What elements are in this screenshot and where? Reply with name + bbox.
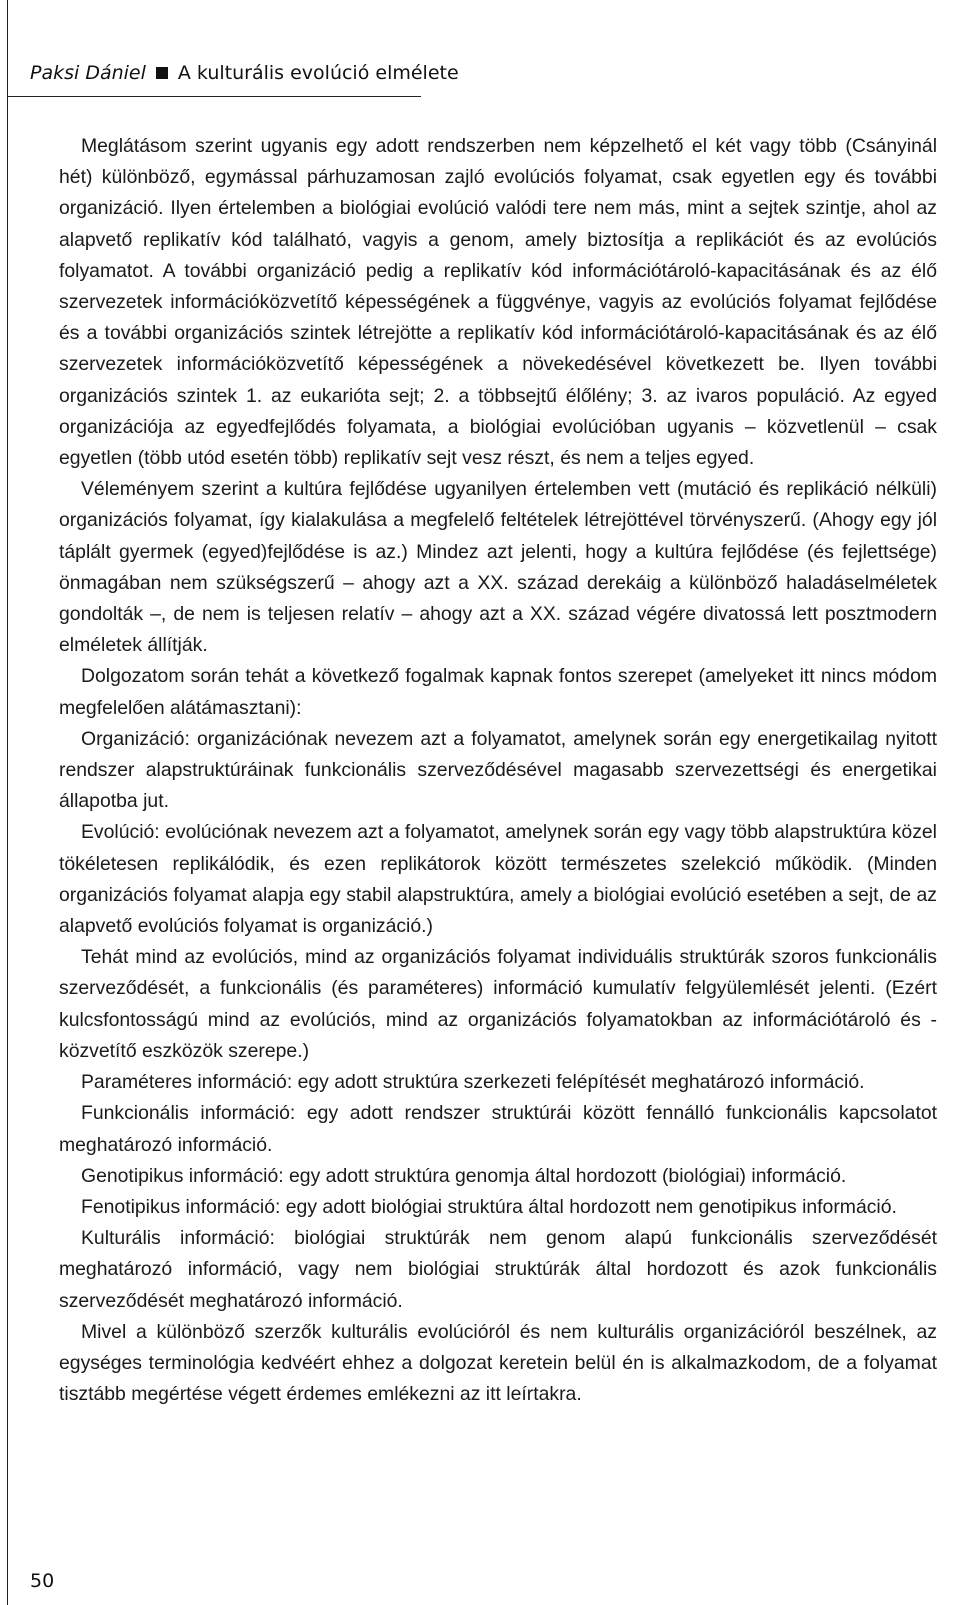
paragraph: Fenotipikus információ: egy adott biológiai struktúra által hordozott nem genotipikus információ.	[81, 1195, 897, 1218]
paragraph: Meglátásom szerint ugyanis egy adott rendszerben nem képzelhető el két vagy több (Csányinál hét) különböző, egymással párhuzamosan zajló evolúciós folyamat, csak egyetlen egy és további organizáció. Ilyen értelemben a biológiai evolúció valódi tere nem más, mint a sejtek szintje, ahol az alapvető replikatív kód található, vagyis a genom, amely biztosítja a replikációt és az evolúciós folyamatot. A további organizáció pedig a replikatív kód információtároló-kapacitásának és az élő szervezetek információközvetítő képességének a függvénye, vagyis az evolúciós folyamat fejlődése és a további organizációs szintek létrejötte a replikatív kód információtároló-kapacitásának és az élő szervezetek információközvetítő képességének a növekedésével következett be. Ilyen további organizációs szintek 1. az eukarióta sejt; 2. a többsejtű élőlény; 3. az ivaros populáció. Az egyed organizációja az egyedfejlődés folyamata, a biológiai evolúcióban ugyanis – közvetlenül – csak egyetlen (több utód esetén több) replikatív sejt vesz részt, és nem a teljes egyed.	[59, 135, 937, 470]
page-left-rule	[7, 0, 8, 1605]
paragraph: Kulturális információ: biológiai struktúrák nem genom alapú funkcionális szerveződését meghatározó információ, vagy nem biológiai struktúrák által hordozott és azok funkcionális szerveződését meghatározó információ.	[59, 1227, 937, 1312]
paragraph: Mivel a különböző szerzők kulturális evolúcióról és nem kulturális organizációról beszélnek, az egységes terminológia kedvéért ehhez a dolgozat keretein belül én is alkalmazkodom, de a folyamat tisztább megértése végett érdemes emlékezni az itt leírtakra.	[59, 1320, 937, 1406]
paragraph: Organizáció: organizációnak nevezem azt a folyamatot, amelynek során egy energetikailag nyitott rendszer alapstruktúráinak funkcionális szerveződésével magasabb szervezettségi és energetikai állapotba jut.	[59, 727, 937, 813]
page-number: 50	[30, 1570, 55, 1592]
header-separator-square	[156, 67, 168, 79]
body-text	[59, 131, 937, 1410]
paragraph: Evolúció: evolúciónak nevezem azt a folyamatot, amelynek során egy vagy több alapstruktúra közel tökéletesen replikálódik, és ezen replikátorok között természetes szelekció működik. (Minden organizációs folyamat alapja egy stabil alapstruktúra, amely a biológiai evolúció esetében a sejt, de az alapvető evolúciós folyamat is organizáció.)	[59, 821, 937, 938]
header-author: Paksi Dániel	[30, 62, 146, 84]
paragraph: Tehát mind az evolúciós, mind az organizációs folyamat individuális struktúrák szoros funkcionális szerveződését, a funkcionális (és paraméteres) információ kumulatív felgyülemlését jelenti. (Ezért kulcsfontosságú mind az evolúciós, mind az organizációs folyamatokban az információtároló és -közvetítő eszközök szerepe.)	[59, 946, 937, 1062]
header-title: A kulturális evolúció elmélete	[177, 62, 459, 84]
paragraph: Paraméteres információ: egy adott struktúra szerkezeti felépítését meghatározó információ.	[81, 1071, 865, 1094]
running-header	[7, 0, 459, 97]
paragraph: Véleményem szerint a kultúra fejlődése ugyanilyen értelemben vett (mutáció és replikáció nélküli) organizációs folyamat, így kialakulása a megfelelő feltételek létrejöttével törvényszerű. (Ahogy egy jól táplált gyermek (egyed)fejlődése is az.) Mindez azt jelenti, hogy a kultúra fejlődése (és fejlettsége) önmagában nem szükségszerű – ahogy azt a XX. század derekáig a különböző haladáselméletek gondolták –, de nem is teljesen relatív – ahogy azt a XX. század végére divatossá lett posztmodern elméletek állítják.	[59, 478, 937, 657]
paragraph: Genotipikus információ: egy adott struktúra genomja által hordozott (biológiai) információ.	[81, 1164, 847, 1187]
running-header-text	[30, 62, 459, 84]
paragraph: Funkcionális információ: egy adott rendszer struktúrái között fennálló funkcionális kapcsolatot meghatározó információ.	[59, 1102, 937, 1156]
paragraph: Dolgozatom során tehát a következő fogalmak kapnak fontos szerepet (amelyeket itt nincs módom megfelelően alátámasztani):	[59, 665, 937, 719]
